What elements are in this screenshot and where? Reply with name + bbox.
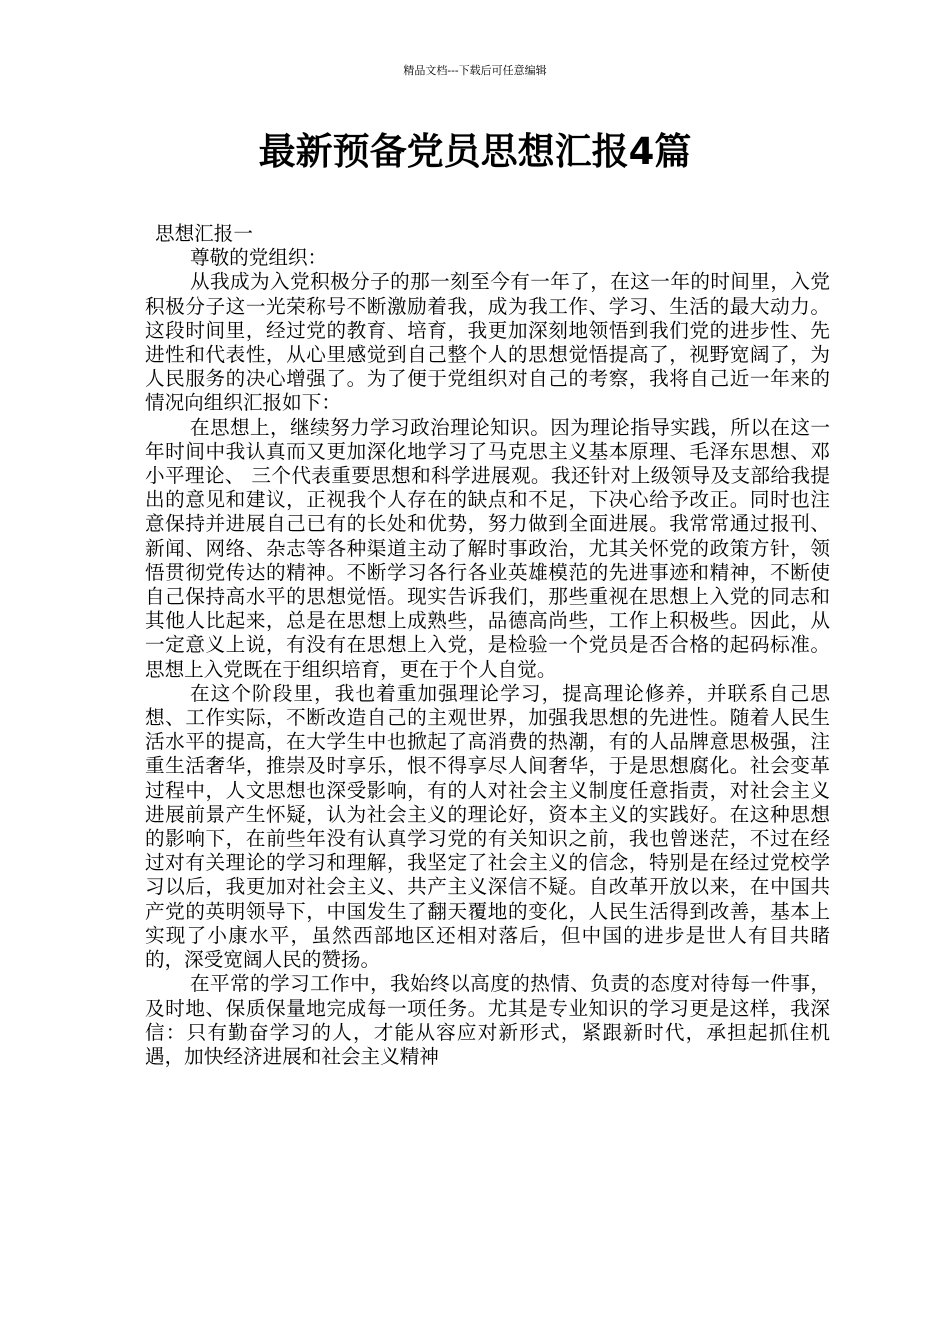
paragraph: 在思想上，继续努力学习政治理论知识。因为理论指导实践，所以在这一年时间中我认真而又更加深化地学习了马克思主义基本原理、毛泽东思想、邓小平理论、 三个代表重要思想和科学进展观。我还针对上级领导及支部给我提出的意见和建议，正视我个人存在的缺点和不足，下决心给予改正。同时也注意保持并进展自己已有的长处和优势，努力做到全面进展。我常常通过报刊、新闻、网络、杂志等各种渠道主动了解时事政治，尤其关怀党的政策方针，领悟贯彻党传达的精神。不断学习各行各业英雄模范的先进事迹和精神，不断使自己保持高水平的思想觉悟。现实告诉我们，那些重视在思想上入党的同志和其他人比起来，总是在思想上成熟些，品德高尚些，工作上积极些。因此，从一定意义上说，有没有在思想上入党，是检验一个党员是否合格的起码标准。思想上入党既在于组织培育，更在于个人自觉。 <box>145 415 830 681</box>
section-title: 思想汇报一 <box>155 222 253 245</box>
header-note: 精品文档---下载后可任意编辑 <box>403 64 547 77</box>
paragraph: 在这个阶段里，我也着重加强理论学习，提高理论修养，并联系自己思想、工作实际，不断改造自己的主观世界，加强我思想的先进性。随着人民生活水平的提高，在大学生中也掀起了高消费的热潮，有的人品牌意思极强，注重生活奢华，推崇及时享乐，恨不得享尽人间奢华，于是思想腐化。社会变革过程中，人文思想也深受影响，有的人对社会主义制度任意指责，对社会主义进展前景产生怀疑，认为社会主义的理论好，资本主义的实践好。在这种思想的影响下，在前些年没有认真学习党的有关知识之前，我也曾迷茫，不过在经过对有关理论的学习和理解，我坚定了社会主义的信念，特别是在经过党校学习以后，我更加对社会主义、共产主义深信不疑。自改革开放以来，在中国共产党的英明领导下，中国发生了翻天覆地的变化，人民生活得到改善，基本上实现了小康水平，虽然西部地区还相对落后，但中国的进步是世人有目共睹的，深受宽阔人民的赞扬。 <box>145 681 830 972</box>
paragraph: 从我成为入党积极分子的那一刻至今有一年了，在这一年的时间里，入党积极分子这一光荣称号不断激励着我，成为我工作、学习、生活的最大动力。这段时间里，经过党的教育、培育，我更加深刻地领悟到我们党的进步性、先进性和代表性，从心里感觉到自己整个人的思想觉悟提高了，视野宽阔了，为人民服务的决心增强了。为了便于党组织对自己的考察，我将自己近一年来的情况向组织汇报如下： <box>145 270 830 415</box>
document-body <box>145 222 830 1069</box>
salutation: 尊敬的党组织： <box>190 246 328 270</box>
document-title: 最新预备党员思想汇报4篇 <box>258 130 692 173</box>
paragraph: 在平常的学习工作中，我始终以高度的热情、负责的态度对待每一件事，及时地、保质保量地完成每一项任务。尤其是专业知识的学习更是这样，我深信：只有勤奋学习的人，才能从容应对新形式，紧跟新时代，承担起抓住机遇，加快经济进展和社会主义精神 <box>145 972 830 1068</box>
